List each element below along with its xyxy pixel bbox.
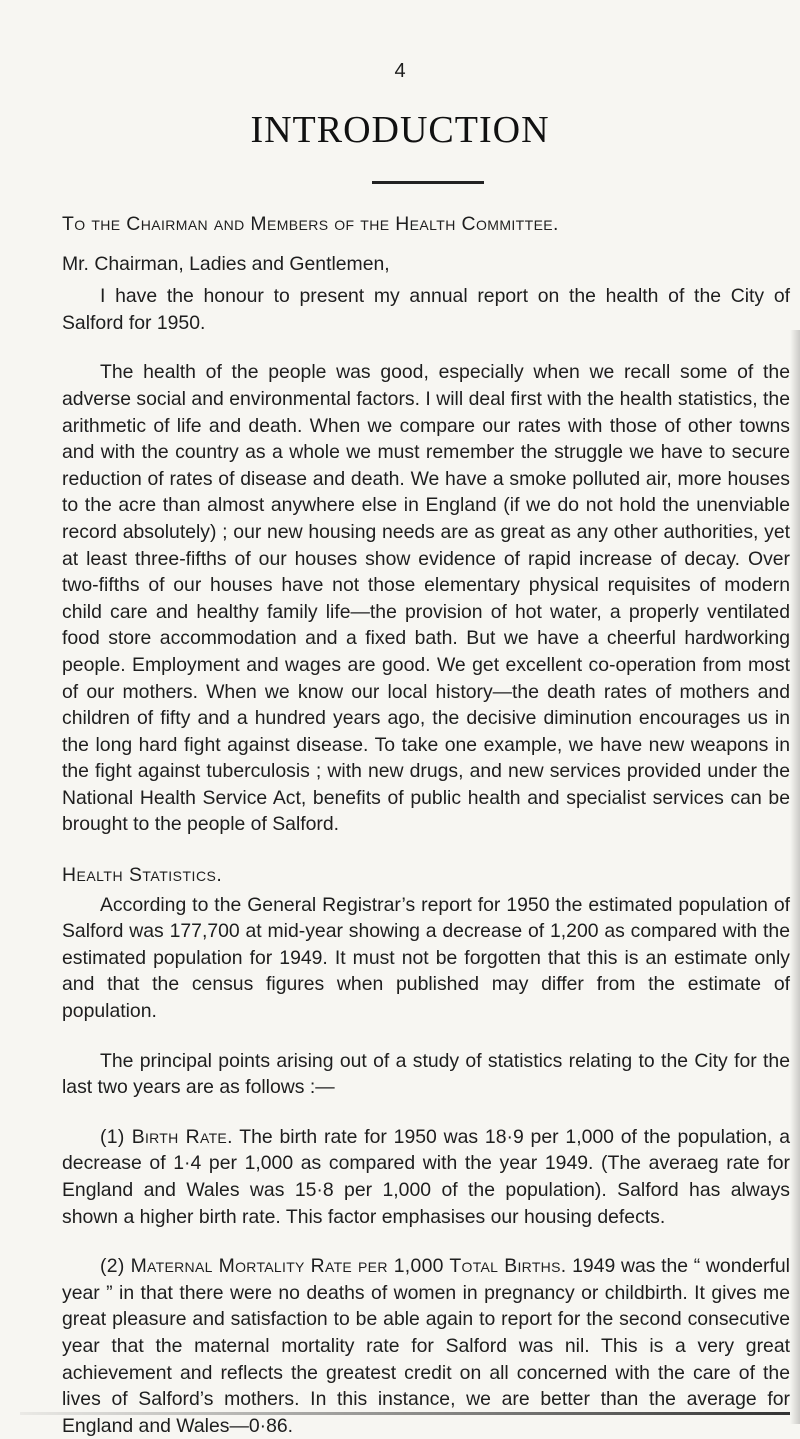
paragraph-population: According to the General Registrar’s report for 1950 the estimated population of Salford was 177,700 at mid-year showing a decrease of 1,200 as compared with the estimated population for 1949. It must not be forgotten that this is an estimate only and that the census figures when published may differ from the estimate of population. xyxy=(62,893,790,1023)
list-item-text: 1949 was the “ wonderful year ” in that there were no deaths of women in pregnancy or childbirth. It gives me great pleasure and satisfaction to be able again to report for the second consecutive year that the maternal mortality rate for Salford was nil. This is a very great achievement and reflects the greatest credit on all concerned with the care of the lives of Salford’s mothers. In this instance, we are better than the average for England and Wales—0·86. xyxy=(62,1255,790,1437)
list-item-label: (1) Birth Rate. xyxy=(100,1125,233,1148)
paragraph-intro: I have the honour to present my annual report on the health of the City of Salford for 1950. xyxy=(62,285,790,334)
page-title: INTRODUCTION xyxy=(250,109,550,151)
paragraph-health-overview: The health of the people was good, especially when we recall some of the adverse social and environmental factors. I will deal first with the health statistics, the arithmetic of life and death. When we compare our rates with those of other towns and with the country as a whole we must remember the struggle we have to secure reduction of rates of disease and death. We have a smoke polluted air, more houses to the acre than almost anywhere else in England (if we do not hold the unenviable record absolutely) ; our new housing needs are as great as any other authorities, yet at least three-fifths of our houses show evidence of rapid increase of decay. Over two-fifths of our houses have not those elementary physical requisites of modern child care and healthy family life—the provision of hot water, a properly ventilated food store accommodation and a fixed bath. But we have a cheerful hardworking people. Employment and wages are good. We get excellent co-operation from most of our mothers. When we know our local history—the death rates of mothers and children of fifty and a hundred years ago, the decisive diminution encourages us in the long hard fight against disease. To take one example, we have new weapons in the fight against tuberculosis ; with new drugs, and new services provided under the National Health Service Act, benefits of public health and specialist services can be brought to the people of Salford. xyxy=(62,361,790,836)
list-item-label: (2) Maternal Mortality Rate per 1,000 Total Births. xyxy=(100,1255,567,1278)
salutation: Mr. Chairman, Ladies and Gentlemen, xyxy=(62,252,390,275)
title-underline xyxy=(372,181,484,184)
addressee-line: To the Chairman and Members of the Health Committee. xyxy=(62,213,559,235)
paragraph-principal-points: The principal points arising out of a study of statistics relating to the City for the last two years are as follows :— xyxy=(62,1049,790,1099)
section-heading-health-statistics: Health Statistics. xyxy=(62,864,223,887)
scan-edge-shadow xyxy=(790,330,800,1424)
list-item-text: The birth rate for 1950 was 18·9 per 1,000 of the population, a decrease of 1·4 per 1,000 as compared with the year 1949. (The averaeg rate for England and Wales was 15·8 per 1,000 of the population). Salford has always shown a higher birth rate. This factor emphasises our housing defects. xyxy=(62,1125,790,1228)
list-item-birth-rate xyxy=(62,1124,790,1230)
bottom-rule xyxy=(20,1412,790,1415)
page-number: 4 xyxy=(394,60,406,82)
document-body xyxy=(62,211,790,1439)
